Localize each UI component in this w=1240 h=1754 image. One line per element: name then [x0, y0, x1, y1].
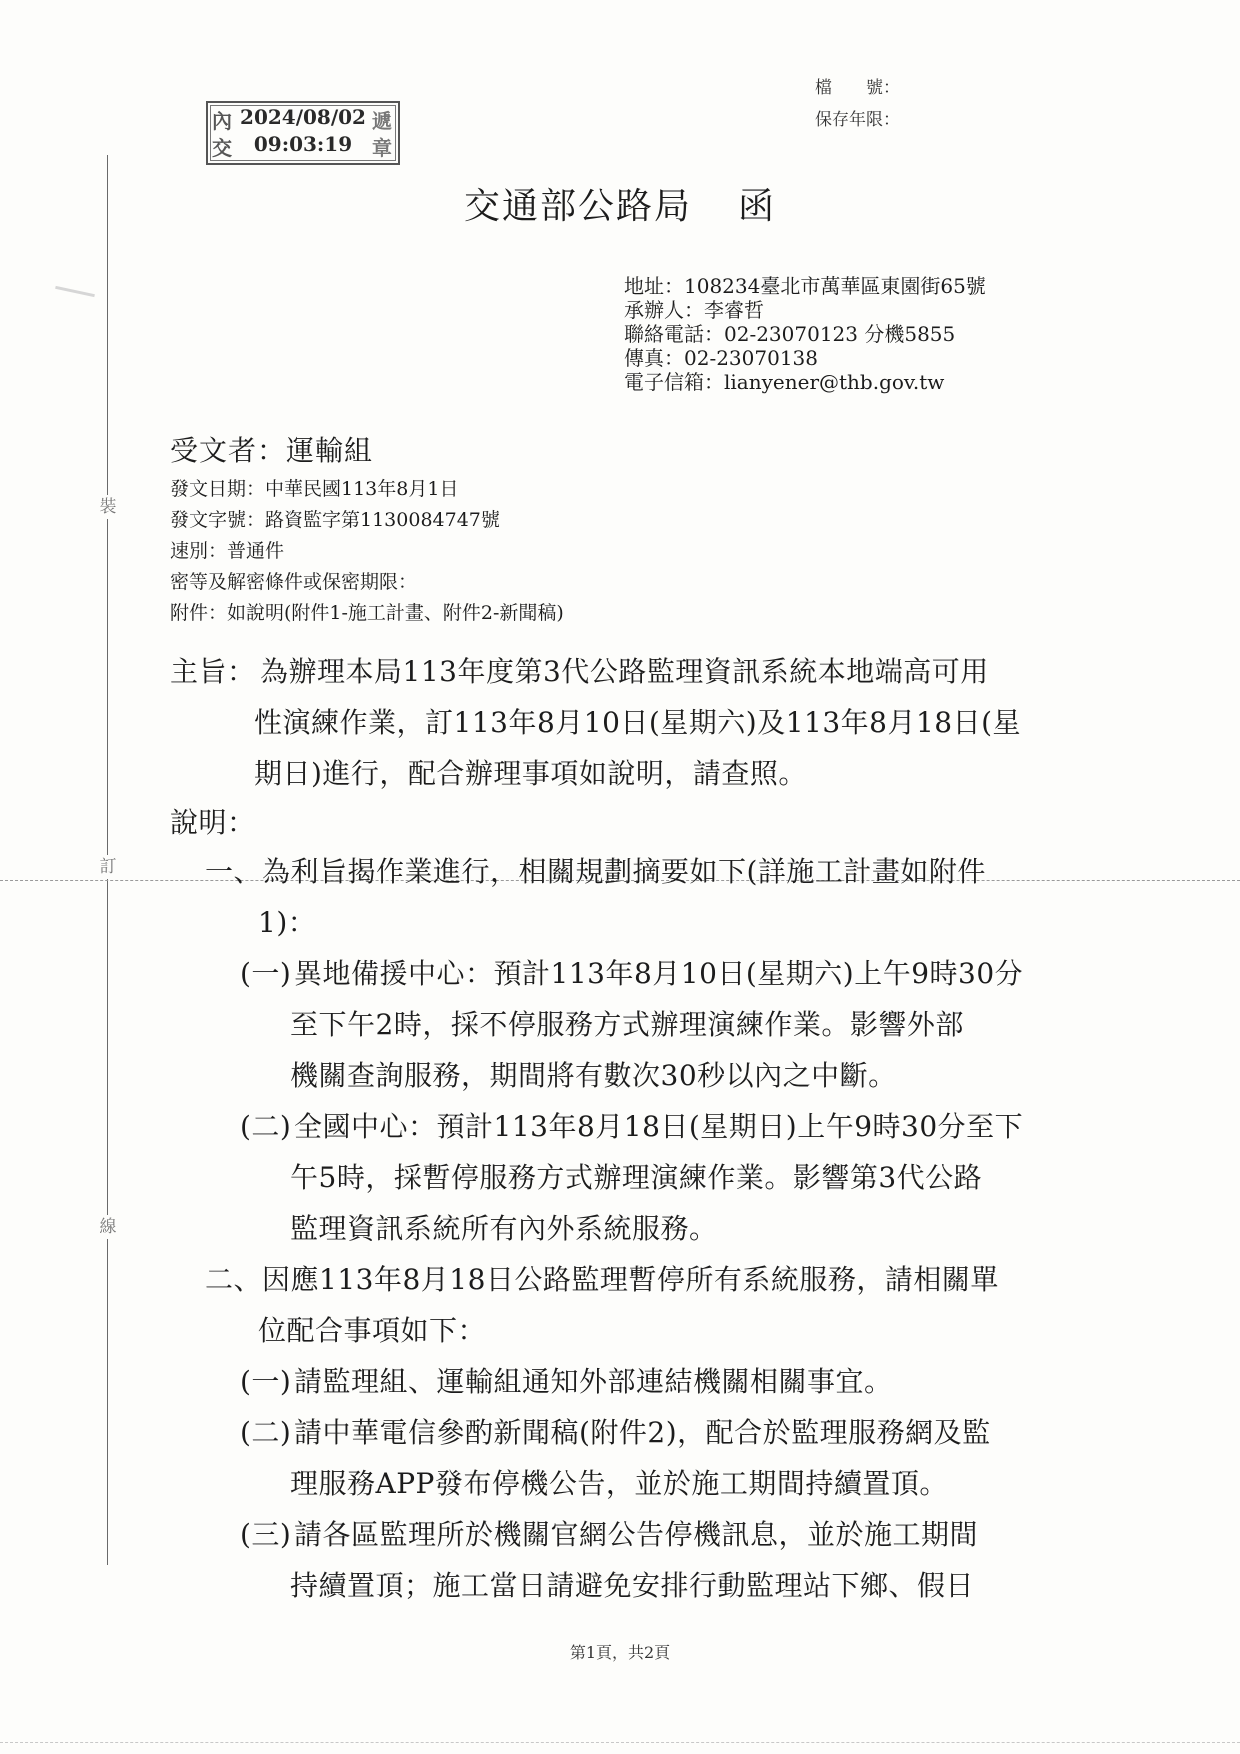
item-2-1-line: 請監理組、運輸組通知外部連結機關相關事宜。	[294, 1365, 893, 1398]
contact-phone: 聯絡電話：02-23070123 分機5855	[624, 322, 956, 346]
issue-date: 發文日期：中華民國113年8月1日	[170, 478, 459, 500]
subject-line: 為辦理本局113年度第3代公路監理資訊系統本地端高可用	[260, 655, 989, 688]
item-1-1-line: 至下午2時，採不停服務方式辦理演練作業。影響外部	[290, 1008, 964, 1041]
secrecy-level: 密等及解密條件或保密期限：	[170, 571, 418, 593]
subject-label: 主旨：	[170, 655, 256, 688]
retention-period-label: 保存年限：	[815, 110, 900, 130]
subject-line: 性演練作業，訂113年8月10日(星期六)及113年8月18日(星	[254, 706, 1022, 739]
agency-name: 交通部公路局	[463, 186, 692, 227]
item-1-1-label: (一)	[240, 957, 292, 990]
item-1-line: 1)：	[258, 906, 317, 939]
item-2-1-label: (一)	[240, 1365, 292, 1398]
item-1-2-label: (二)	[240, 1110, 292, 1143]
document-title	[0, 178, 1240, 229]
contact-fax: 傳真：02-23070138	[624, 346, 819, 370]
item-2-3-label: (三)	[240, 1518, 292, 1551]
item-2-3-line: 持續置頂；施工當日請避免安排行動監理站下鄉、假日	[290, 1569, 975, 1602]
item-1-label: 一、	[205, 855, 263, 888]
item-2-label: 二、	[205, 1263, 263, 1296]
item-1-1-line: 異地備援中心：預計113年8月10日(星期六)上午9時30分	[294, 957, 1024, 990]
item-1-2-line: 監理資訊系統所有內外系統服務。	[290, 1212, 718, 1245]
item-1-2-line: 全國中心：預計113年8月18日(星期日)上午9時30分至下	[294, 1110, 1024, 1143]
item-2-line: 位配合事項如下：	[258, 1314, 487, 1347]
explanation-label: 說明：	[170, 806, 256, 839]
binding-mark-xian: 線	[96, 1215, 120, 1239]
item-2-2-line: 理服務APP發布停機公告，並於施工期間持續置頂。	[290, 1467, 948, 1500]
stamp-time: 09:03:19	[253, 132, 353, 156]
binding-mark-ding: 訂	[96, 855, 120, 879]
document-type: 函	[738, 186, 777, 227]
contact-email: 電子信箱：lianyener@thb.gov.tw	[624, 370, 945, 394]
stamp-right-top: 遞	[372, 109, 392, 133]
stamp-date: 2024/08/02	[240, 105, 366, 129]
attachments: 附件：如說明(附件1-施工計畫、附件2-新聞稿)	[170, 602, 564, 624]
contact-handler: 承辦人：李睿哲	[624, 298, 764, 322]
item-1-1-line: 機關查詢服務，期間將有數次30秒以內之中斷。	[290, 1059, 897, 1092]
document-meta	[170, 474, 564, 629]
file-info	[815, 72, 900, 136]
item-2-3-line: 請各區監理所於機關官網公告停機訊息，並於施工期間	[294, 1518, 979, 1551]
contact-address: 地址：108234臺北市萬華區東園街65號	[624, 274, 986, 298]
stamp-left-top: 內	[212, 109, 232, 133]
receipt-stamp	[206, 101, 400, 165]
recipient: 受文者：運輸組	[170, 434, 374, 467]
stamp-left-bottom: 交	[212, 136, 232, 160]
item-1-2-line: 午5時，採暫停服務方式辦理演練作業。影響第3代公路	[290, 1161, 983, 1194]
item-2-2-label: (二)	[240, 1416, 292, 1449]
scan-smudge	[55, 286, 95, 297]
item-2-2-line: 請中華電信參酌新聞稿(附件2)，配合於監理服務網及監	[294, 1416, 991, 1449]
item-2-line: 因應113年8月18日公路監理暫停所有系統服務，請相關單	[262, 1263, 999, 1296]
binding-mark-zhuang: 裝	[96, 495, 120, 519]
document-number: 發文字號：路資監字第1130084747號	[170, 509, 500, 531]
page-number: 第1頁，共2頁	[569, 1643, 671, 1662]
delivery-speed: 速別：普通件	[170, 540, 285, 562]
stamp-right-bottom: 章	[372, 136, 392, 160]
subject-line: 期日)進行，配合辦理事項如說明，請查照。	[254, 757, 807, 790]
contact-block	[624, 274, 986, 394]
item-1-line: 為利旨揭作業進行，相關規劃摘要如下(詳施工計畫如附件	[262, 855, 986, 888]
file-number-label: 檔 號：	[815, 78, 900, 98]
bottom-fold-line	[0, 1742, 1240, 1743]
